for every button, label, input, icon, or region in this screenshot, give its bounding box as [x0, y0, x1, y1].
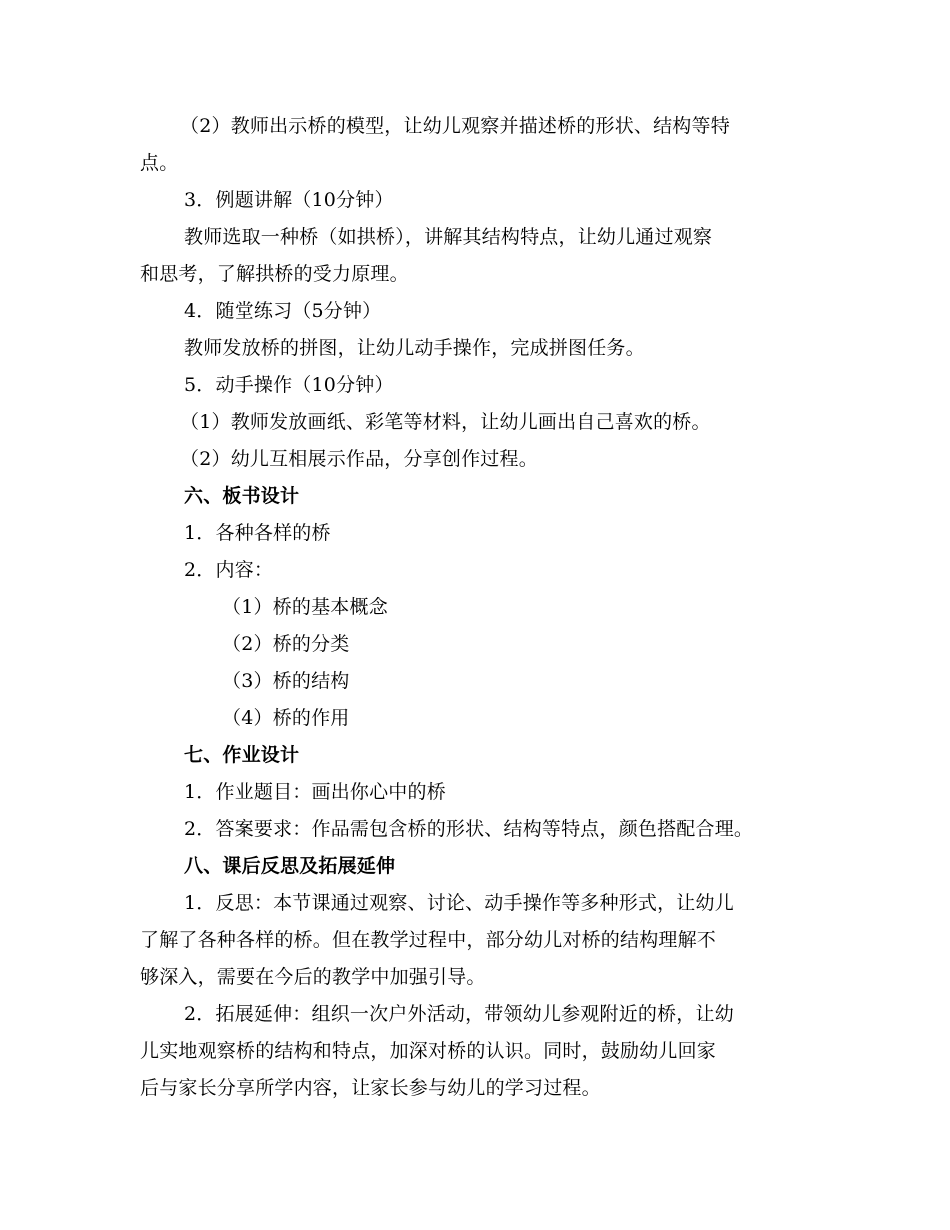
- text-line: 点。: [140, 152, 179, 174]
- text-line: （3）桥的结构: [222, 670, 350, 692]
- text-line: 了解了各种各样的桥。但在教学过程中，部分幼儿对桥的结构理解不: [140, 929, 717, 951]
- text-line: 5．动手操作（10分钟）: [184, 374, 394, 396]
- text-line: （4）桥的作用: [222, 707, 350, 729]
- text-line: （1）教师发放画纸、彩笔等材料，让幼儿画出自己喜欢的桥。: [180, 411, 711, 433]
- section-heading-7: 七、作业设计: [184, 744, 300, 766]
- text-line: 3．例题讲解（10分钟）: [184, 189, 394, 211]
- text-line: 2．拓展延伸：组织一次户外活动，带领幼儿参观附近的桥，让幼: [184, 1003, 734, 1025]
- text-line: （2）幼儿互相展示作品，分享创作过程。: [180, 448, 538, 470]
- section-heading-6: 六、板书设计: [184, 485, 300, 507]
- text-line: 2．内容：: [184, 559, 274, 581]
- text-line: 4．随堂练习（5分钟）: [184, 300, 382, 322]
- text-line: 1．作业题目：画出你心中的桥: [184, 781, 446, 803]
- section-heading-8: 八、课后反思及拓展延伸: [184, 855, 396, 877]
- text-line: 儿实地观察桥的结构和特点，加深对桥的认识。同时，鼓励幼儿回家: [140, 1040, 717, 1062]
- text-line: 教师发放桥的拼图，让幼儿动手操作，完成拼图任务。: [184, 337, 645, 359]
- text-line: 1．反思：本节课通过观察、讨论、动手操作等多种形式，让幼儿: [184, 892, 734, 914]
- text-line: 后与家长分享所学内容，让家长参与幼儿的学习过程。: [140, 1077, 601, 1099]
- text-line: 和思考，了解拱桥的受力原理。: [140, 263, 409, 285]
- text-line: 2．答案要求：作品需包含桥的形状、结构等特点，颜色搭配合理。: [184, 818, 754, 840]
- text-line: （2）教师出示桥的模型，让幼儿观察并描述桥的形状、结构等特: [180, 115, 730, 137]
- text-line: （2）桥的分类: [222, 633, 350, 655]
- text-line: 1．各种各样的桥: [184, 522, 331, 544]
- text-line: 够深入，需要在今后的教学中加强引导。: [140, 966, 486, 988]
- text-line: 教师选取一种桥（如拱桥），讲解其结构特点，让幼儿通过观察: [184, 226, 713, 248]
- text-line: （1）桥的基本概念: [222, 596, 388, 618]
